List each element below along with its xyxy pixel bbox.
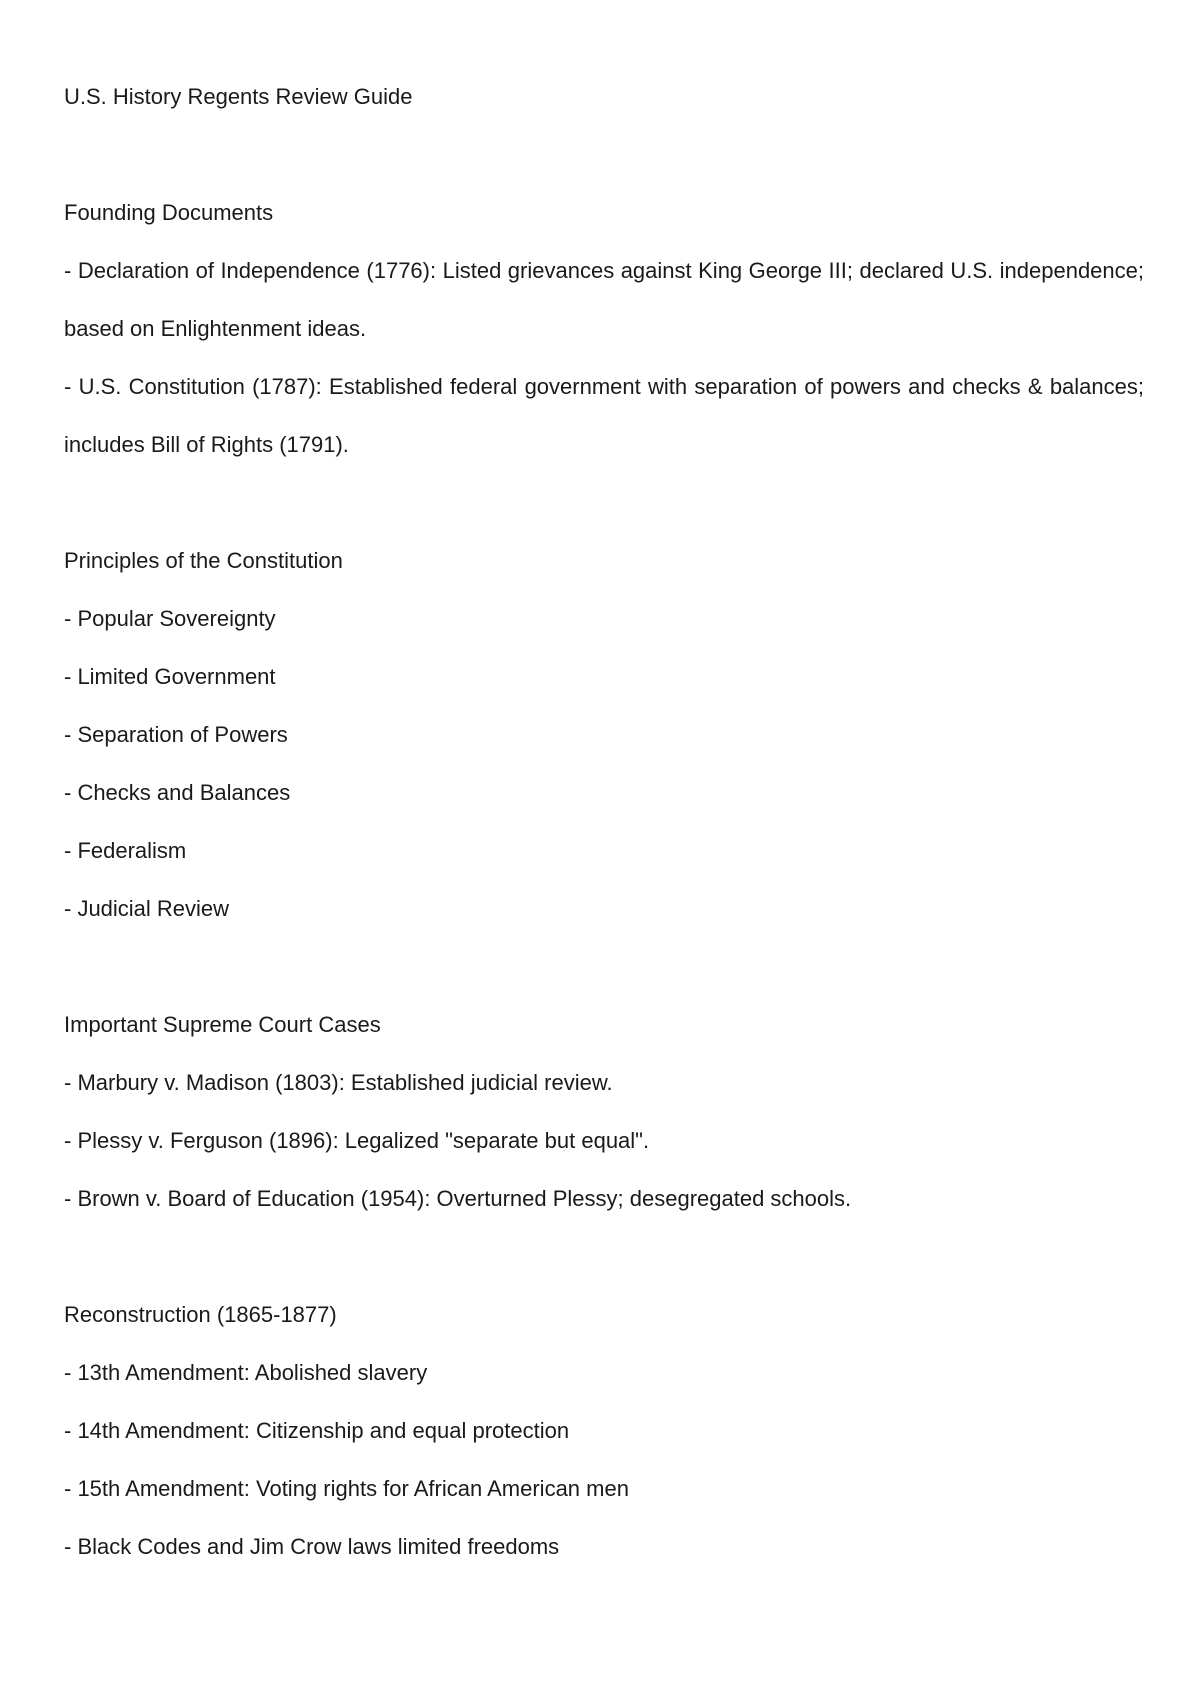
section-supreme-court-cases — [64, 996, 1144, 1228]
list-item: - Black Codes and Jim Crow laws limited freedoms — [64, 1534, 560, 1559]
list-item: - 13th Amendment: Abolished slavery — [64, 1360, 428, 1385]
list-item: - 14th Amendment: Citizenship and equal protection — [64, 1418, 570, 1443]
document-title: U.S. History Regents Review Guide — [64, 84, 413, 109]
list-item: - Judicial Review — [64, 896, 230, 921]
list-item: - Plessy v. Ferguson (1896): Legalized "separate but equal". — [64, 1128, 650, 1153]
section-founding-documents — [64, 184, 1144, 474]
list-item: - Brown v. Board of Education (1954): Overturned Plessy; desegregated schools. — [64, 1186, 852, 1211]
document-content — [64, 68, 1144, 1634]
list-item: - Popular Sovereignty — [64, 606, 276, 631]
list-item: - Marbury v. Madison (1803): Established judicial review. — [64, 1070, 613, 1095]
list-item: - Separation of Powers — [64, 722, 288, 747]
list-item: - 15th Amendment: Voting rights for African American men — [64, 1476, 629, 1501]
section-heading: Principles of the Constitution — [64, 548, 343, 573]
list-item: - Checks and Balances — [64, 780, 291, 805]
section-reconstruction — [64, 1286, 1144, 1576]
section-heading: Founding Documents — [64, 200, 274, 225]
list-item: - U.S. Constitution (1787): Established federal government with separation of powers and checks & balances; includes Bill of Rights (1791). — [64, 374, 1144, 457]
list-item: - Federalism — [64, 838, 187, 863]
section-heading: Reconstruction (1865-1877) — [64, 1302, 337, 1327]
section-heading: Important Supreme Court Cases — [64, 1012, 381, 1037]
list-item: - Declaration of Independence (1776): Listed grievances against King George III; declared U.S. independence; based on Enlightenment ideas. — [64, 258, 1144, 341]
list-item: - Limited Government — [64, 664, 276, 689]
section-principles-of-constitution — [64, 532, 1144, 938]
